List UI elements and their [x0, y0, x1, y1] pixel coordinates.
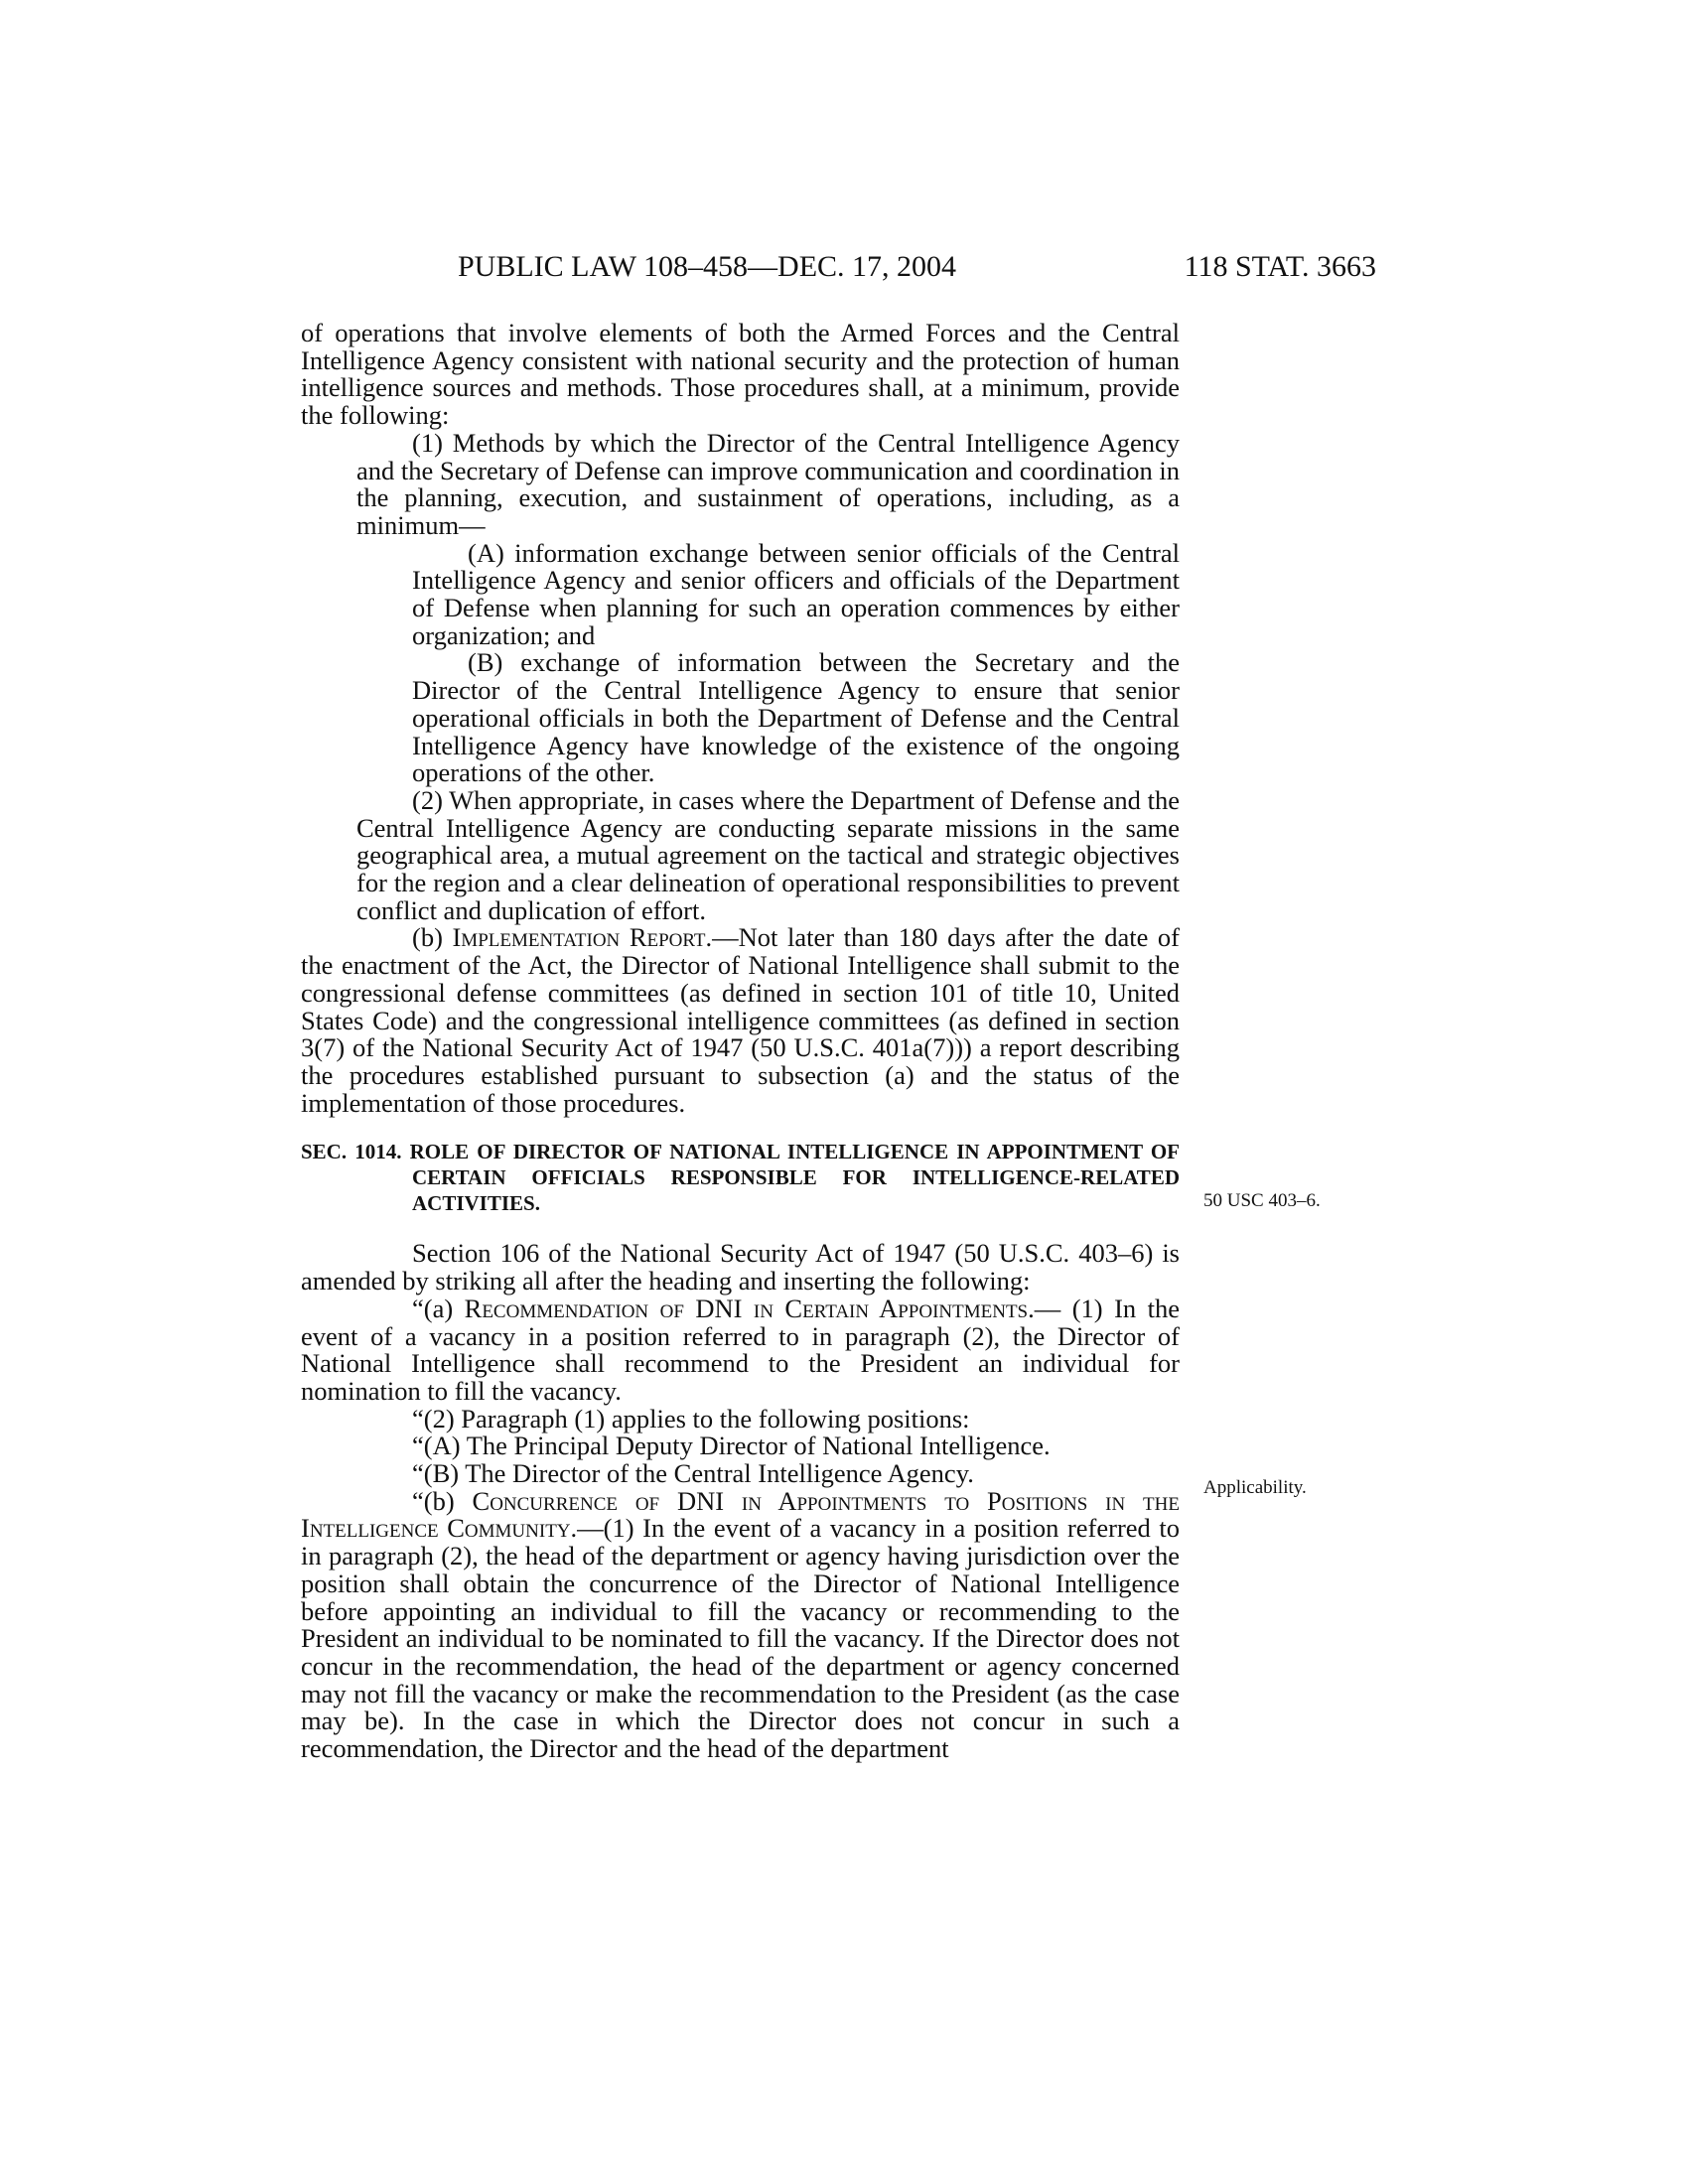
subsection-b-concurrence-heading: Concurrence of DNI in Appointments to Positions in the Intelligence Community [301, 1485, 1180, 1544]
section-106-amendment: Section 106 of the National Security Act of 1947 (50 U.S.C. 403–6) is amended by striking all after the heading and inserting the following: [301, 1238, 1180, 1297]
subsection-b-heading: Implementation Report [452, 922, 706, 953]
subsection-b-text: .—Not later than 180 days after the date of the enactment of the Act, the Director of National Intelligence shall submit to the congressional defense committees (as defined in section 101 of title 10, United States Code) and the congressional intelligence committees (as defined in section 3(7) of the National Security Act of 1947 (50 U.S.C. 401a(7))) a report describing the procedures established pursuant to subsection (a) and the status of the implementation of those procedures. [301, 922, 1180, 1118]
statute-page-reference: 118 STAT. 3663 [1184, 250, 1376, 283]
page-header [458, 250, 1376, 284]
running-head: PUBLIC LAW 108–458—DEC. 17, 2004 [458, 250, 957, 283]
margin-note-usc-reference: 50 USC 403–6. [1203, 1190, 1321, 1211]
subsection-b-implementation-report [301, 924, 1180, 1117]
subparagraph-b: (B) exchange of information between the Secretary and the Director of the Central Intelligence Agency to ensure that senior operational officials in both the Department of Defense and the Central Intelligence Agency have knowledge of the existence of the ongoing operations of the other. [412, 647, 1180, 788]
subsection-a-recommendation [301, 1293, 1180, 1406]
paragraph-1-methods: (1) Methods by which the Director of the Central Intelligence Agency and the Secretary of Defense can improve communication and coordination in the planning, execution, and sustainment of operations, including, as a minimum— [356, 427, 1180, 540]
paragraph-2-applies: “(2) Paragraph (1) applies to the following positions: [412, 1403, 970, 1433]
section-heading-text: SEC. 1014. ROLE OF DIRECTOR OF NATIONAL INTELLIGENCE IN APPOINTMENT OF CERTAIN OFFICIALS RESPONSIBLE FOR INTELLIGENCE-RELATED ACTIVITIES. [301, 1140, 1180, 1216]
subsection-b-concurrence-lead: “(b) [412, 1485, 473, 1516]
subsection-b-lead: (b) [412, 922, 453, 953]
section-heading [301, 1139, 1180, 1216]
position-b: “(B) The Director of the Central Intelligence Agency. [412, 1458, 974, 1489]
subsection-b-concurrence-text: .—(1) In the event of a vacancy in a position referred to in paragraph (2), the head of the department or agency having jurisdiction over the position shall obtain the concurrence of the Director of National Intelligence before appointing an individual to fill the vacancy or recommending to the President an individual to be nominated to fill the vacancy. If the Director does not concur in the recommendation, the head of the department or agency concerned may not fill the vacancy or make the recommendation to the President (as the case may be). In the case in which the Director does not concur in such a recommendation, the Director and the head of the department [301, 1513, 1181, 1764]
paragraph-2-appropriate: (2) When appropriate, in cases where the Department of Defense and the Central Intelligence Agency are conducting separate missions in the same geographical area, a mutual agreement on the tactical and strategic objectives for the region and a clear delineation of operational responsibilities to prevent conflict and duplication of effort. [356, 784, 1180, 925]
subsection-b-concurrence [301, 1485, 1181, 1764]
paragraph-continuation: of operations that involve elements of both the Armed Forces and the Central Intelligence Agency consistent with national security and the protection of human intelligence sources and methods. Those procedures shall, at a minimum, provide the following: [301, 318, 1180, 431]
position-a: “(A) The Principal Deputy Director of National Intelligence. [412, 1431, 1051, 1461]
document-body [301, 320, 1180, 1763]
subsection-a-heading: Recommendation of DNI in Certain Appointments [464, 1293, 1029, 1323]
margin-note-applicability: Applicability. [1203, 1477, 1307, 1498]
subparagraph-a: (A) information exchange between senior officials of the Central Intelligence Agency and senior officers and officials of the Department of Defense when planning for such an operation commences by either organization; and [412, 537, 1180, 650]
subsection-a-text: .— (1) In the event of a vacancy in a position referred to in paragraph (2), the Director of National Intelligence shall recommend to the President an individual for nomination to fill the vacancy. [301, 1293, 1180, 1406]
subsection-a-lead: “(a) [412, 1293, 465, 1323]
